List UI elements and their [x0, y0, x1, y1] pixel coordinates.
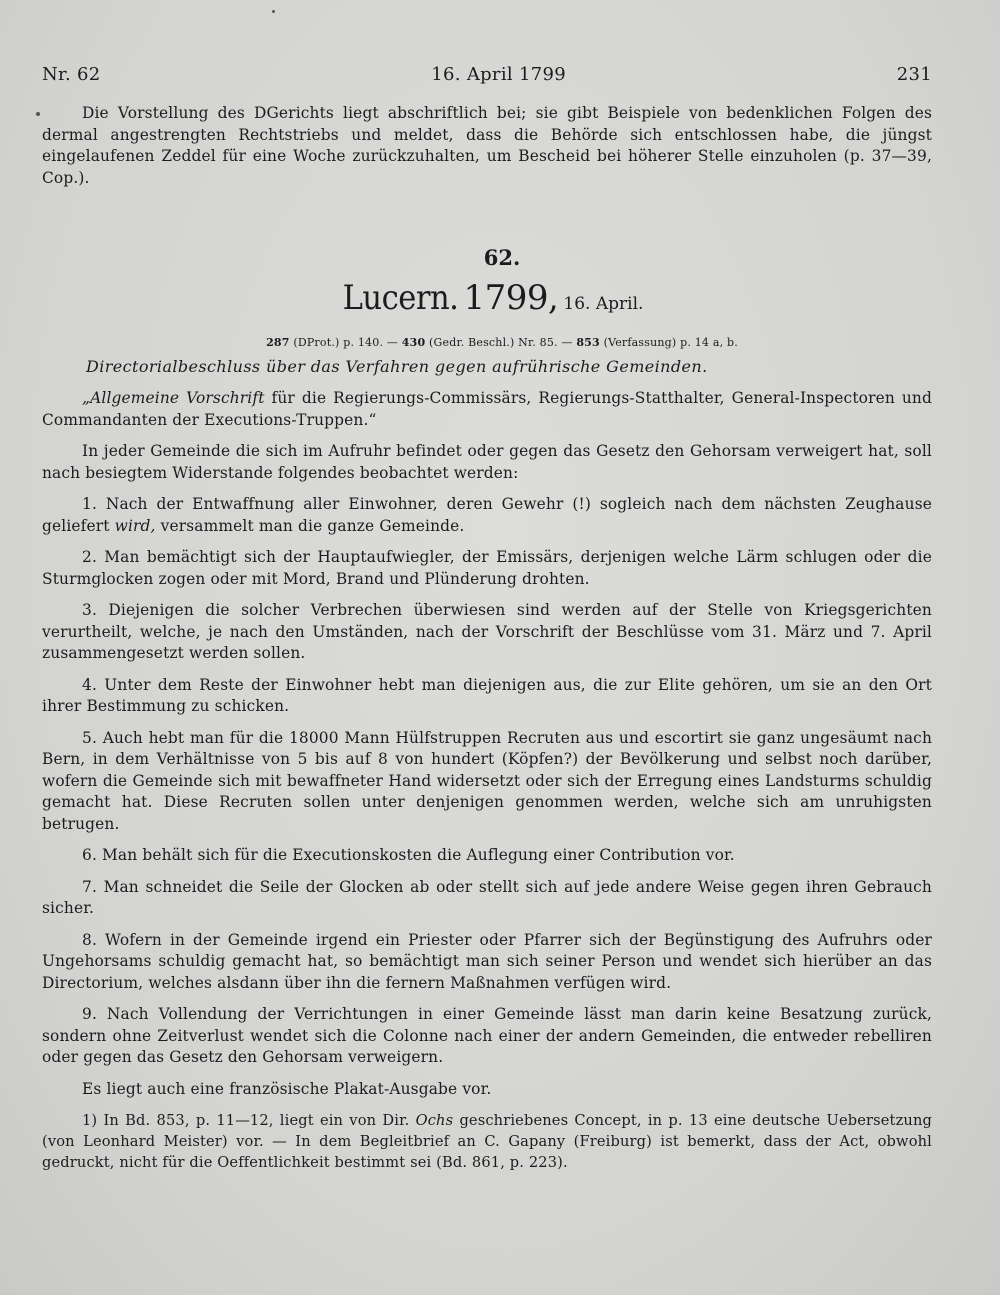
ref-text: (Gedr. Beschl.) Nr. 85. —	[425, 336, 577, 349]
footnote	[42, 1110, 932, 1173]
closing-note: Es liegt auch eine französische Plakat-Ausgabe vor.	[82, 1079, 492, 1098]
ref-number: 430	[401, 336, 426, 349]
list-item	[42, 675, 932, 718]
document-number: 62.	[483, 245, 521, 270]
list-item	[42, 877, 932, 920]
ref-text: (DProt.) p. 140. —	[289, 336, 402, 349]
list-item	[42, 1004, 932, 1069]
list-item	[42, 845, 932, 867]
footnote-text-end: geschriebenes Concept, in p. 13 eine deutsche Uebersetzung (von Leonhard Meister) vor. — In dem Begleitbrief an C. Gapany (Freiburg) ist bemerkt, dass der Act, obwohl gedruckt, nicht für die Oeffentlichkeit bestimmt sei (Bd. 861, p. 223).	[42, 1112, 933, 1171]
item-text: 2. Man bemächtigt sich der Hauptaufwiegler, der Emissärs, derjenigen welche Lärm schlugen oder die Sturmglocken zogen oder mit Mord, Brand und Plünderung drohten.	[42, 548, 932, 588]
intro-paragraph: Die Vorstellung des DGerichts liegt abschriftlich bei; sie gibt Beispiele von bedenklichen Folgen des dermal angestrengten Rechtstriebs und meldet, dass die Behörde sich entschlossen habe, die jüngst eingelaufenen Zeddel für eine Woche zurückzuhalten, um Bescheid bei höherer Stelle einzuholen (p. 37—39, Cop.).	[42, 104, 932, 187]
footnote-text: 1) In Bd. 853, p. 11—12, liegt ein von Dir.	[82, 1112, 416, 1129]
item-text: 6. Man behält sich für die Executionskosten die Auflegung einer Contribution vor.	[82, 846, 735, 864]
item-text: 3. Diejenigen die solcher Verbrechen überwiesen sind werden auf der Stelle von Kriegsgerichten verurtheilt, welche, je nach den Umständen, nach der Vorschrift der Beschlüsse vom 31. März und 7. April zusammengesetzt werden sollen.	[42, 601, 932, 662]
scan-speck	[36, 112, 40, 116]
document-year: 1799,	[463, 278, 559, 318]
item-text-end: versammelt man die ganze Gemeinde.	[155, 516, 465, 535]
item-emphasis: wird,	[114, 516, 156, 535]
item-text: 9. Nach Vollendung der Verrichtungen in einer Gemeinde lässt man darin keine Besatzung zurück, sondern ohne Zeitverlust wendet sich die Colonne nach einer der andern Gemeinden, die entweder rebelliren oder gegen das Gesetz den Gehorsam verweigern.	[42, 1005, 932, 1066]
list-item	[42, 930, 932, 995]
lead-paragraph: In jeder Gemeinde die sich im Aufruhr befindet oder gegen das Gesetz den Gehorsam verweigert hat, soll nach besiegtem Widerstande folgendes beobachtet werden:	[42, 442, 932, 482]
item-text: 8. Wofern in der Gemeinde irgend ein Priester oder Pfarrer sich der Begünstigung des Aufruhrs oder Ungehorsams schuldig gemacht hat, so bemächtigt man sich seiner Person und wendet sich hierüber an das Directorium, welches alsdann über ihn die fernern Maßnahmen verfügen wird.	[42, 930, 932, 992]
document-heading	[42, 276, 932, 326]
ref-text: (Verfassung) p. 14 a, b.	[599, 336, 738, 349]
footnote-emphasis: Ochs	[415, 1112, 454, 1129]
date-header: 16. April 1799	[431, 64, 566, 85]
item-text: 5. Auch hebt man für die 18000 Mann Hülfstruppen Recruten aus und escortirt sie ganz ungesäumt nach Bern, in dem Verhältnisse von 5 bis auf 8 von hundert (Köpfen?) der Bevölkerung und selbst noch darüber, wofern die Gemeinde sich mit bewaffneter Hand widersetzt oder sich der Erregung eines Landsturms schuldig gemacht hat. Diese Recruten sollen unter denjenigen genommen werden, welche sich am unruhigsten betrugen.	[42, 728, 932, 833]
list-item	[42, 494, 932, 537]
numbered-items	[42, 494, 932, 1069]
preamble	[42, 388, 932, 431]
ref-number: 853	[576, 336, 600, 349]
preamble-text: für die Regierungs-Commissärs, Regierungs-Statthalter, General-Inspectoren und Commandanten der Executions-Truppen.“	[42, 389, 932, 429]
item-text: 4. Unter dem Reste der Einwohner hebt man diejenigen aus, die zur Elite gehören, um sie an den Ort ihrer Bestimmung zu schicken.	[42, 675, 932, 715]
item-text: 7. Man schneidet die Seile der Glocken ab oder stellt sich auf jede andere Weise gegen ihren Gebrauch sicher.	[42, 877, 932, 917]
ref-number: 287	[266, 336, 290, 349]
list-item	[42, 600, 932, 665]
document-subtitle: Directorialbeschluss über das Verfahren gegen aufrührische Gemeinden.	[86, 357, 708, 376]
document-place: Lucern.	[342, 278, 459, 318]
document-number-header: Nr. 62	[42, 64, 101, 85]
list-item	[42, 547, 932, 590]
scan-speck	[272, 10, 275, 13]
document-date: 16. April.	[563, 294, 644, 314]
item-text: 1. Nach der Entwaffnung aller Einwohner, deren Gewehr (!) sogleich nach dem nächsten Zeughause geliefert	[42, 495, 932, 535]
page-number: 231	[896, 64, 932, 85]
archive-references	[42, 336, 932, 349]
list-item	[42, 728, 932, 836]
preamble-title: „Allgemeine Vorschrift	[82, 389, 265, 407]
running-head	[42, 64, 932, 85]
